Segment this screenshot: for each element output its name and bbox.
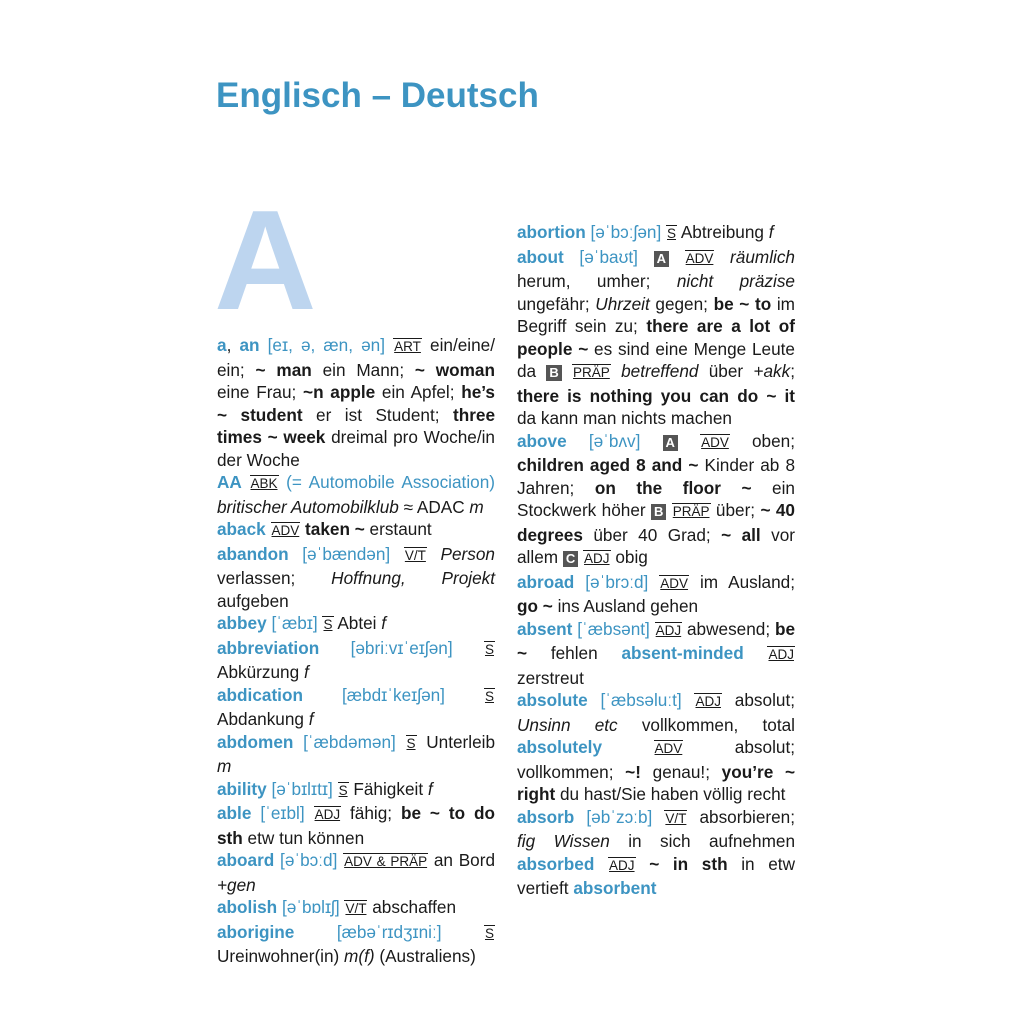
usage-note: Unsinn etc: [517, 714, 618, 735]
example-phrase: three times ~ week: [217, 404, 495, 447]
grammar-label: V/T: [404, 547, 426, 563]
headword: abbey: [217, 613, 267, 633]
sense-marker: A: [654, 251, 669, 267]
headword: abolish: [217, 897, 278, 917]
sub-headword: absent-minded: [621, 643, 744, 663]
example-phrase: ~ all: [721, 524, 761, 545]
gender-marker: m: [217, 756, 232, 776]
definition: ein Mann;: [311, 359, 415, 380]
definition: absolut;: [722, 690, 795, 710]
grammar-label: S: [338, 782, 348, 798]
headword: AA: [217, 472, 242, 492]
case-marker: +akk: [753, 361, 791, 381]
usage-note: Hoffnung, Projekt: [331, 568, 495, 588]
pronunciation: [ˈæbsənt]: [572, 618, 655, 639]
pronunciation: [əˈbɪlɪtɪ]: [266, 778, 338, 799]
grammar-label: PRÄP: [573, 365, 610, 380]
headword: absent: [517, 618, 573, 639]
definition: vollkommen, total: [617, 714, 795, 735]
definition: etw tun können: [242, 827, 365, 848]
grammar-label: ADJ: [609, 857, 635, 873]
page-title: Englisch – Deutsch: [216, 76, 539, 115]
case-marker: +gen: [217, 874, 256, 895]
usage-note: britischer Automobilklub: [217, 496, 399, 517]
definition: Fähigkeit: [348, 778, 428, 799]
sense-marker: B: [651, 504, 666, 520]
headword: aboard: [217, 850, 275, 870]
grammar-label: PRÄP: [672, 504, 710, 519]
pronunciation: [ˈæbɪ]: [266, 613, 323, 633]
definition: Abkürzung: [217, 662, 304, 682]
definition: gegen;: [649, 293, 714, 314]
pronunciation: [əˈbaʊt]: [563, 246, 654, 267]
grammar-label: ADJ: [768, 647, 794, 662]
section-letter: A: [214, 181, 317, 340]
definition: fehlen: [527, 643, 622, 663]
example-phrase: there are a lot of people ~: [517, 316, 795, 359]
headword: abdication: [217, 684, 303, 705]
definition: in etw vertieft: [517, 853, 795, 898]
left-column: [217, 334, 495, 968]
dictionary-entry: [517, 430, 795, 571]
grammar-label: ABK: [250, 476, 278, 491]
definition: verlassen;: [217, 568, 332, 588]
gender-marker: f: [308, 709, 314, 729]
example-phrase: ~!: [625, 761, 641, 782]
example-phrase: be ~ to: [713, 293, 772, 314]
expansion: (= Automobile Association): [278, 472, 495, 492]
right-column: [517, 221, 795, 900]
definition: erstaunt: [364, 519, 432, 539]
grammar-label: ADV: [654, 741, 683, 756]
grammar-label: ADJ: [314, 807, 341, 822]
example-phrase: ~ man: [255, 359, 312, 380]
dictionary-entry: [517, 618, 795, 690]
definition: ungefähr;: [517, 293, 596, 314]
headword: abbreviation: [217, 637, 320, 658]
definition: in sich aufnehmen: [609, 831, 795, 851]
grammar-label: ADV & PRÄP: [344, 854, 428, 869]
example-phrase: ~n apple: [303, 382, 376, 402]
dictionary-entry: [217, 334, 495, 471]
gender-marker: f: [303, 662, 309, 682]
headword: abandon: [217, 543, 289, 564]
grammar-label: ADV: [271, 523, 300, 538]
example-phrase: there is nothing you can do ~ it: [517, 385, 795, 406]
dictionary-entry: [217, 921, 495, 968]
example-phrase: he’s ~ student: [217, 382, 495, 425]
dictionary-entry: [217, 684, 495, 731]
definition: er ist Student;: [302, 404, 453, 425]
usage-note: räumlich: [714, 246, 795, 267]
definition: Abdankung: [217, 709, 309, 729]
headword: abdomen: [217, 731, 294, 752]
headword: abroad: [517, 571, 575, 592]
usage-note: Person: [426, 543, 495, 564]
definition: ein Stockwerk höher: [517, 477, 795, 520]
definition: (Australiens): [374, 946, 476, 966]
pronunciation: [əˈbɔːd]: [274, 850, 344, 870]
definition: über 40 Grad;: [582, 524, 722, 545]
definition: an Bord: [428, 850, 495, 870]
definition: absolut; vollkommen;: [517, 737, 795, 782]
usage-note: nicht präzise: [676, 271, 795, 291]
headword: ability: [217, 778, 267, 799]
grammar-label: ADJ: [655, 622, 682, 638]
headword: able: [217, 803, 252, 823]
dictionary-entry: [217, 518, 495, 543]
definition: ins Ausland gehen: [552, 596, 699, 616]
gender-marker: f: [427, 778, 433, 799]
headword: an: [239, 335, 260, 355]
example-phrase: ~ 40 degrees: [517, 500, 795, 545]
pronunciation: [əˈbɒlɪʃ]: [277, 897, 345, 917]
grammar-label: S: [484, 925, 494, 941]
pronunciation: [əˈbrɔːd]: [574, 571, 660, 592]
definition: dreimal pro Woche/in der Woche: [217, 427, 495, 470]
definition: aufgeben: [217, 590, 289, 611]
example-phrase: ~ in sth: [635, 853, 728, 874]
grammar-label: S: [406, 735, 416, 751]
definition: oben;: [729, 430, 795, 451]
grammar-label: V/T: [665, 810, 687, 826]
pronunciation: [əbriːvɪˈeɪʃən]: [319, 637, 484, 658]
pronunciation: [ˈeɪbl]: [251, 803, 314, 823]
dictionary-entry: [517, 806, 795, 900]
gender-marker: f: [768, 222, 774, 242]
dictionary-entry: [517, 246, 795, 430]
definition: zerstreut: [517, 667, 584, 688]
dictionary-entry: [217, 896, 495, 921]
grammar-label: S: [484, 688, 494, 704]
headword: a: [217, 335, 227, 355]
definition: du hast/Sie haben völlig recht: [555, 784, 786, 804]
definition: eine Frau;: [217, 382, 304, 402]
definition: ≈ ADAC: [398, 496, 470, 517]
definition: Ureinwohner(in): [217, 946, 345, 966]
dictionary-entry: [217, 637, 495, 684]
definition: absorbieren;: [687, 806, 796, 827]
grammar-label: ADJ: [695, 694, 721, 709]
example-phrase: ~ woman: [414, 359, 495, 380]
usage-note: betreffend: [610, 361, 699, 381]
pronunciation: [ˈæbsəluːt]: [587, 690, 695, 710]
sense-marker: B: [546, 365, 561, 381]
pronunciation: [əbˈzɔːb]: [574, 806, 665, 827]
headword: absorb: [517, 806, 575, 827]
pronunciation: [əˈbændən]: [288, 543, 404, 564]
headword: about: [517, 246, 564, 267]
grammar-label: S: [667, 226, 677, 241]
definition: ein Apfel;: [375, 382, 462, 402]
pronunciation: [ˈæbdəmən]: [293, 731, 406, 752]
headword: aborigine: [217, 921, 295, 942]
gender-marker: m(f): [344, 946, 375, 966]
dictionary-entry: [517, 689, 795, 806]
dictionary-entry: [517, 221, 795, 246]
separator: ,: [226, 335, 240, 355]
gender-marker: m: [469, 496, 484, 517]
definition: über;: [710, 500, 761, 520]
definition: über: [698, 361, 754, 381]
pronunciation: [əˈbʌv]: [566, 430, 663, 451]
example-phrase: be ~: [517, 618, 796, 663]
definition: Abtreibung: [677, 222, 769, 242]
grammar-label: S: [484, 641, 494, 657]
usage-note: fig Wissen: [517, 831, 610, 851]
definition: im Begriff sein zu;: [517, 293, 795, 336]
dictionary-entry: [217, 778, 495, 803]
dictionary-entry: [217, 731, 495, 778]
headword: abortion: [517, 222, 586, 242]
sub-headword: absolutely: [517, 737, 603, 757]
grammar-label: ART: [394, 339, 421, 354]
example-phrase: on the floor ~: [594, 477, 752, 498]
definition: ;: [790, 361, 795, 381]
gender-marker: f: [381, 613, 387, 633]
definition: Kinder ab 8 Jahren;: [517, 455, 795, 498]
grammar-label: ADV: [685, 250, 714, 266]
grammar-label: V/T: [345, 901, 367, 916]
headword: above: [517, 430, 567, 451]
example-phrase: children aged 8 and ~: [517, 455, 699, 475]
sub-headword: absorbent: [573, 878, 657, 898]
dictionary-entry: [217, 543, 495, 613]
dictionary-entry: [217, 471, 495, 518]
definition: Abtei: [333, 613, 382, 633]
example-phrase: you’re ~ right: [517, 761, 795, 804]
grammar-label: S: [323, 617, 333, 632]
example-phrase: taken ~: [300, 519, 365, 539]
sense-marker: A: [663, 435, 678, 451]
example-phrase: go ~: [517, 596, 553, 616]
pronunciation: [æbəˈrɪdʒɪniː]: [294, 921, 484, 942]
definition: abschaffen: [367, 897, 457, 917]
pronunciation: [eɪ, ə, æn, ən]: [259, 335, 394, 355]
sense-marker: C: [563, 551, 578, 567]
definition: genau!;: [640, 761, 722, 782]
headword: aback: [217, 519, 266, 539]
definition: im Ausland;: [689, 571, 796, 592]
definition: es sind eine Menge Leute da: [517, 338, 795, 381]
definition: obig: [610, 547, 648, 567]
grammar-label: ADV: [660, 575, 689, 591]
definition: abwesend;: [682, 618, 775, 639]
definition: ein/eine/ ein;: [217, 335, 495, 380]
dictionary-entry: [517, 571, 795, 618]
headword: absolute: [517, 690, 588, 710]
pronunciation: [æbdɪˈkeɪʃən]: [302, 684, 484, 705]
definition: vor allem: [517, 524, 796, 567]
sub-headword: absorbed: [517, 853, 595, 874]
definition: Unterleib: [416, 731, 496, 752]
example-phrase: be ~ to do sth: [217, 803, 495, 848]
dictionary-entry: [217, 802, 495, 849]
definition: da kann man nichts machen: [517, 408, 732, 428]
dictionary-entry: [217, 612, 495, 637]
pronunciation: [əˈbɔːʃən]: [585, 222, 666, 242]
grammar-label: ADJ: [584, 551, 610, 566]
definition: fähig;: [341, 803, 401, 823]
grammar-label: ADV: [701, 434, 729, 450]
usage-note: Uhrzeit: [595, 293, 650, 314]
definition: herum, umher;: [517, 271, 677, 291]
dictionary-entry: [217, 849, 495, 896]
